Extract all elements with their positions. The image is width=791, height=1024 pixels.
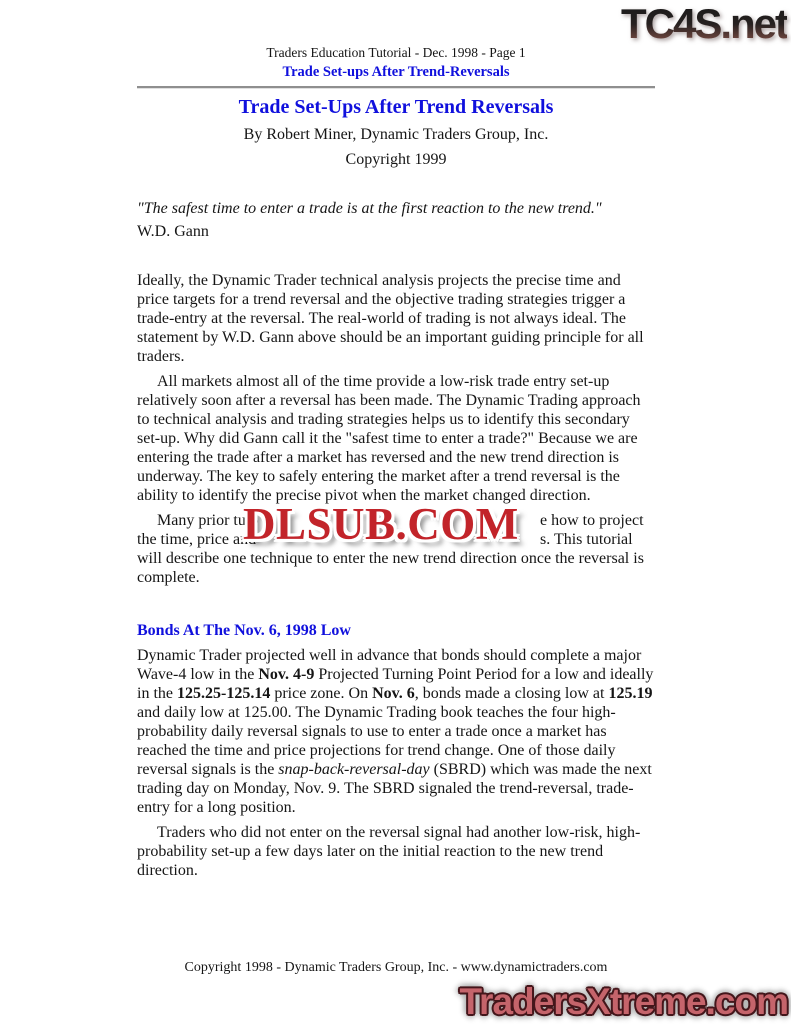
paragraph (137, 271, 655, 366)
text-line: will describe one technique to enter the new trend direction once the reversal is (137, 550, 644, 567)
body-text: All markets almost all of the time provide a low-risk trade entry set-up relatively soon after a reversal has been made. The Dynamic Trading approach to technical analysis and trading strategies helps us to identify this secondary set-up. Why did Gann call it the "safest time to enter a trade?" Because we are entering the trade after a market has reversed and the new trend direction is underway. The key to safely entering the market after a trend reversal is the ability to identify the precise pivot when the market changed direction. (137, 373, 641, 504)
bold-text: 125.19 (608, 685, 653, 702)
section-heading: Bonds At The Nov. 6, 1998 Low (137, 622, 351, 639)
page-footer: Copyright 1998 - Dynamic Traders Group, Inc. - www.dynamictraders.com (184, 960, 608, 975)
bold-text: Nov. 4-9 (258, 666, 315, 683)
body-text: and daily low at 125.00. The Dynamic Trading book teaches the four high-probability daily reversal signals to use to enter a trade once a market has reached the time and price projections for trend change. One of those daily reversal signals is the (137, 704, 616, 778)
body-text: Ideally, the Dynamic Trader technical analysis projects the precise time and price targets for a trend reversal and the objective trading strategies trigger a trade-entry at the reversal. The real-world of trading is not always ideal. The statement by W.D. Gann above should be an important guiding principle for all traders. (137, 272, 644, 365)
text-fragment-left: Many prior tuto (157, 512, 259, 529)
tradersxtreme-logo: TradersXtreme.com (459, 981, 788, 1022)
body-text: Dynamic Trader projected well in advance that bonds should complete a major Wave-4 low in the (137, 647, 642, 683)
body-text: price zone. On (270, 685, 373, 702)
bold-text: Nov. 6 (372, 685, 415, 702)
article-byline: By Robert Miner, Dynamic Traders Group, Inc. (243, 126, 549, 143)
obscured-paragraph (137, 499, 655, 587)
text-line: complete. (137, 569, 200, 586)
quote-attribution: W.D. Gann (137, 223, 209, 240)
article-copyright-line: Copyright 1999 (345, 151, 447, 168)
paragraph (137, 372, 655, 505)
paragraph (137, 823, 655, 880)
content-column (137, 0, 655, 880)
body-text: , bonds made a closing low at (414, 685, 609, 702)
tc4s-logo: TC4S.net (620, 0, 787, 47)
running-header-line1: Traders Education Tutorial - Dec. 1998 - Page 1 (266, 45, 526, 60)
body-text: (SBRD) which was made the next trading day on Monday, Nov. 9. The SBRD signaled the trend-reversal, trade-entry for a long position. (137, 761, 652, 816)
quote-text: "The safest time to enter a trade is at the first reaction to the new trend." (137, 200, 602, 217)
text-fragment-right: s. This tutorial (540, 531, 633, 548)
body-text: Traders who did not enter on the reversal signal had another low-risk, high-probability set-up a few days later on the initial reaction to the new trend direction. (137, 824, 641, 879)
article-title: Trade Set-Ups After Trend Reversals (238, 96, 554, 118)
paragraph (137, 646, 655, 817)
text-fragment-right: e how to project (540, 512, 644, 529)
header-divider (137, 86, 655, 88)
dlsub-watermark: DLSUB.COM (243, 499, 519, 549)
document-body (137, 271, 655, 880)
body-text: Projected Turning Point Period for a low and ideally in the (137, 666, 654, 702)
bold-text: 125.25-125.14 (177, 685, 271, 702)
italic-text: snap-back-reversal-day (278, 761, 430, 778)
text-fragment-left: the time, price and (137, 531, 257, 548)
running-header-line2: Trade Set-ups After Trend-Reversals (282, 64, 510, 80)
